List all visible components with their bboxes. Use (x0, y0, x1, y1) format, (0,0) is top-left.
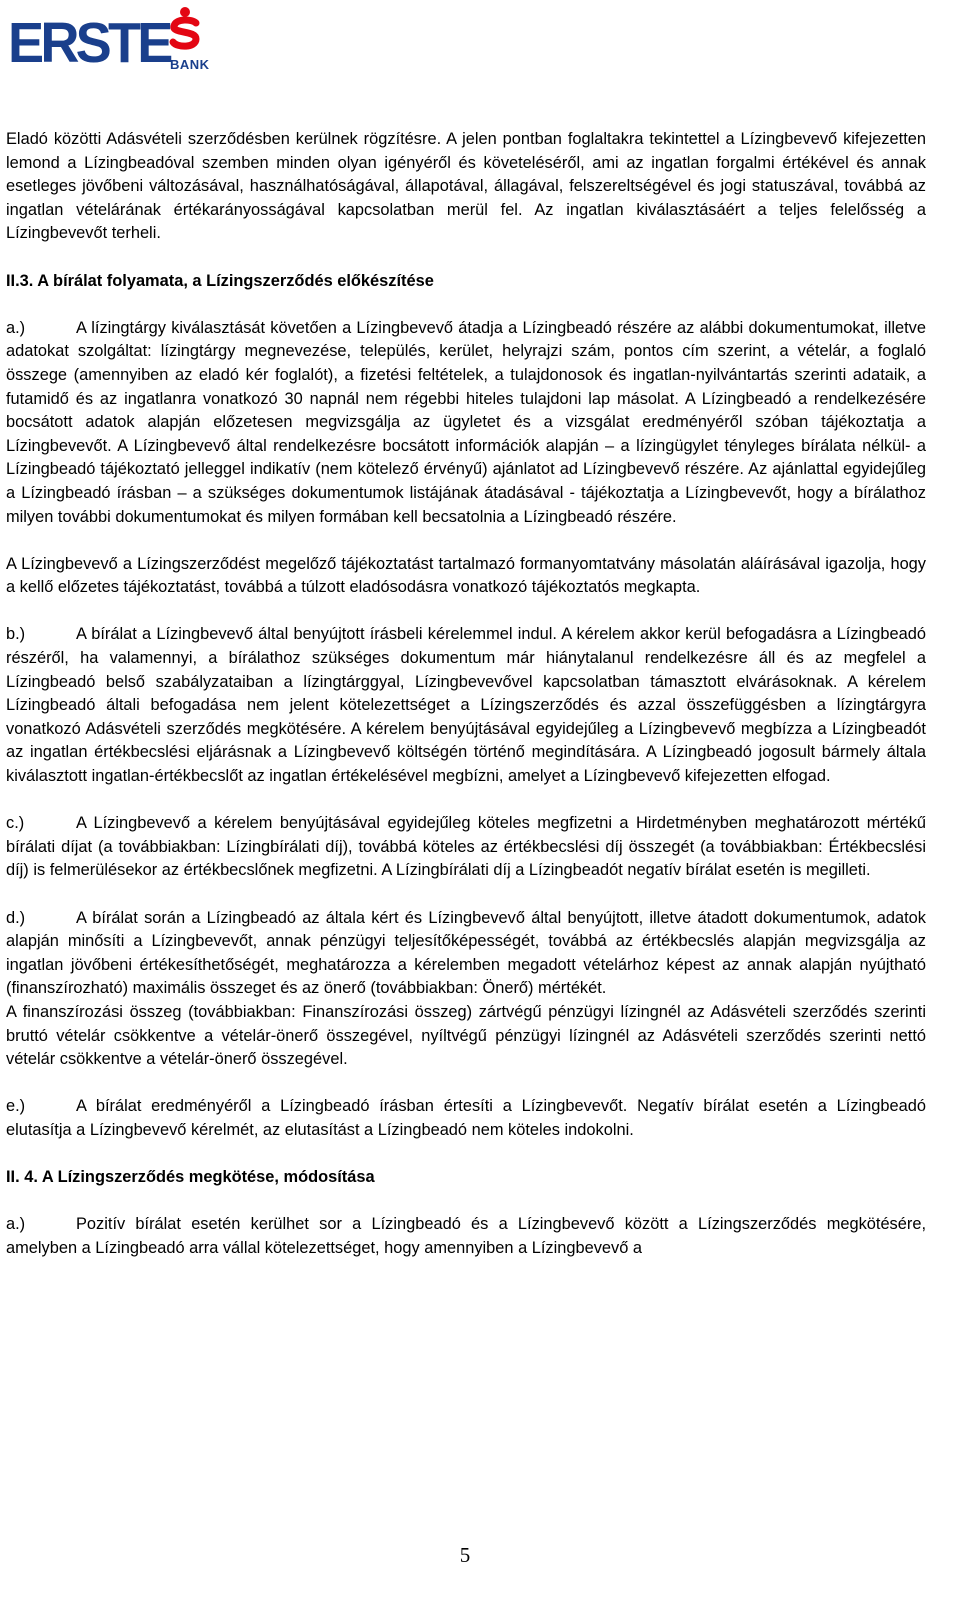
erste-bank-logo (8, 4, 210, 75)
paragraph-e (6, 1095, 926, 1142)
document-body (6, 128, 926, 1284)
paragraph-b (6, 623, 926, 788)
paragraph-text: A bírálat során a Lízingbeadó az általa kért és Lízingbevevő által benyújtott, illetve átadott dokumentumok, adatok alapján minősíti a Lízingbevevőt, annak pénzügyi teljesítőképességét, továbbá az értékbecslés alapján megvizsgálja az ingatlan jövőbeni értékesíthetőségét, meghatározza a kérelemben megadott vételárhoz képest az annak alapján nyújtható (finanszírozható) maximális összeget és az önerő (továbbiakban: Önerő) mértékét. (6, 908, 926, 998)
logo-bank-label: BANK (170, 57, 210, 72)
paragraph-text: A bírálat eredményéről a Lízingbeadó írásban értesíti a Lízingbevevőt. Negatív bírálat esetén a Lízingbeadó elutasítja a Lízingbevevő kérelmét, az elutasítást a Lízingbeadó nem köteles indokolni. (6, 1097, 926, 1139)
section-heading-ii3: II.3. A bírálat folyamata, a Lízingszerződés előkészítése (6, 271, 434, 290)
logo-wordmark: ERSTE (8, 11, 170, 75)
item-label: d.) (6, 908, 26, 927)
item-label: a.) (6, 1215, 26, 1234)
item-label: b.) (6, 625, 26, 644)
erste-bank-logo-mark-icon (165, 6, 205, 56)
paragraph-a2 (6, 1213, 926, 1260)
paragraph-a (6, 317, 926, 529)
paragraph-text: A Lízingbevevő a kérelem benyújtásával egyidejűleg köteles megfizetni a Hirdetményben meghatározott mértékű bírálati díjat (a továbbiakban: Lízingbírálati díj), továbbá köteles az értékbecslési díj összegét (a továbbiakban: Értékbecslési díj) is felmerülésekor az értékbecslőnek megfizetni. A Lízingbírálati díj a Lízingbeadót negatív bírálat esetén is megilleti. (6, 814, 926, 880)
item-label: e.) (6, 1097, 26, 1116)
paragraph-finance: A finanszírozási összeg (továbbiakban: Finanszírozási összeg) zártvégű pénzügyi lízingnél az Adásvételi szerződés szerinti bruttó vételár csökkentve a vételár-önerő összegével, nyíltvégű pénzügyi lízingnél az Adásvételi szerződés szerinti nettó vételár csökkentve a vételár-önerő összegével. (6, 1002, 926, 1069)
paragraph-continued: Eladó közötti Adásvételi szerződésben kerülnek rögzítésre. A jelen pontban foglaltakra tekintettel a Lízingbevevő kifejezetten lemond a Lízingbeadóval szemben minden olyan igényéről és követeléséről, ami az ingatlan forgalmi értékével és annak esetleges jövőbeni változásával, használhatóságával, állapotával, állagával, felszereltségével és jogi statuszával, továbbá az ingatlan vételárának értékarányosságával kapcsolatban merül fel. Az ingatlan kiválasztásáért a teljes felelősség a Lízingbevevőt terheli. (6, 130, 926, 243)
paragraph-c (6, 812, 926, 883)
page-number: 5 (459, 1543, 471, 1567)
item-label: c.) (6, 814, 25, 833)
paragraph-form: A Lízingbevevő a Lízingszerződést megelőző tájékoztatást tartalmazó formanyomtatvány másolatán aláírásával igazolja, hogy a kellő előzetes tájékoztatást, továbbá a túlzott eladósodásra vonatkozó tájékoztatós megkapta. (6, 554, 926, 597)
paragraph-text: Pozitív bírálat esetén kerülhet sor a Lízingbeadó és a Lízingbevevő között a Lízingszerződés megkötésére, amelyben a Lízingbeadó arra vállal kötelezettséget, hogy amennyiben a Lízingbevevő a (6, 1215, 926, 1257)
section-heading-ii4: II. 4. A Lízingszerződés megkötése, módosítása (6, 1168, 375, 1187)
paragraph-d (6, 907, 926, 1001)
paragraph-text: A bírálat a Lízingbevevő által benyújtott írásbeli kérelemmel indul. A kérelem akkor kerül befogadásra a Lízingbeadó részéről, ha valamennyi, a bírálathoz szükséges dokumentum már hiánytalanul rendelkezésre áll és az megfelel a Lízingbeadó belső szabályzataiban a lízingtárggyal, Lízingbevevővel kapcsolatban támasztott elvárásoknak. A kérelem Lízingbeadó általi befogadása nem jelent kötelezettséget a Lízingszerződés és azzal összefüggésben a lízingtárgyra vonatkozó Adásvételi szerződés megkötésére. A kérelem benyújtásával egyidejűleg a Lízingbevevő megbízza a Lízingbeadót az ingatlan értékbecslési eljárásnak a Lízingbevevő költségén történő megindítására. A Lízingbeadó jogosult bármely általa kiválasztott ingatlan-értékbecslőt az ingatlan értékelésével megbízni, amelyet a Lízingbevevő kifejezetten elfogad. (6, 625, 926, 786)
item-label: a.) (6, 318, 26, 337)
paragraph-text: A lízingtárgy kiválasztását követően a Lízingbevevő átadja a Lízingbeadó részére az alábbi dokumentumokat, illetve adatokat szolgáltat: lízingtárgy megnevezése, település, kerület, helyrajzi szám, pontos cím szerint, a vételár, a foglaló összege (amennyiben az eladó kér foglalót), a fizetési feltételek, a tulajdonosok és ingatlan-nyilvántartás szerinti adataik, a futamidő és az ingatlanra vonatkozó 30 napnál nem régebbi hiteles tulajdoni lap másolat. A Lízingbeadó a rendelkezésére bocsátott adatok alapján előzetesen megvizsgálja az ügyletet és a vizsgálat eredményéről szóban tájékoztatja a Lízingbevevőt. A Lízingbevevő által rendelkezésre bocsátott információk alapján – a lízingügylet tényleges bírálata nélkül- a Lízingbeadó tájékoztató jelleggel indikatív (nem kötelező érvényű) ajánlatot ad Lízingbevevő részére. Az ajánlattal egyidejűleg a Lízingbeadó írásban – a szükséges dokumentumok listájának átadásával - tájékoztatja a Lízingbevevőt, hogy a bírálathoz milyen további dokumentumokat és milyen formában kell becsatolnia a Lízingbeadó részére. (6, 318, 926, 526)
